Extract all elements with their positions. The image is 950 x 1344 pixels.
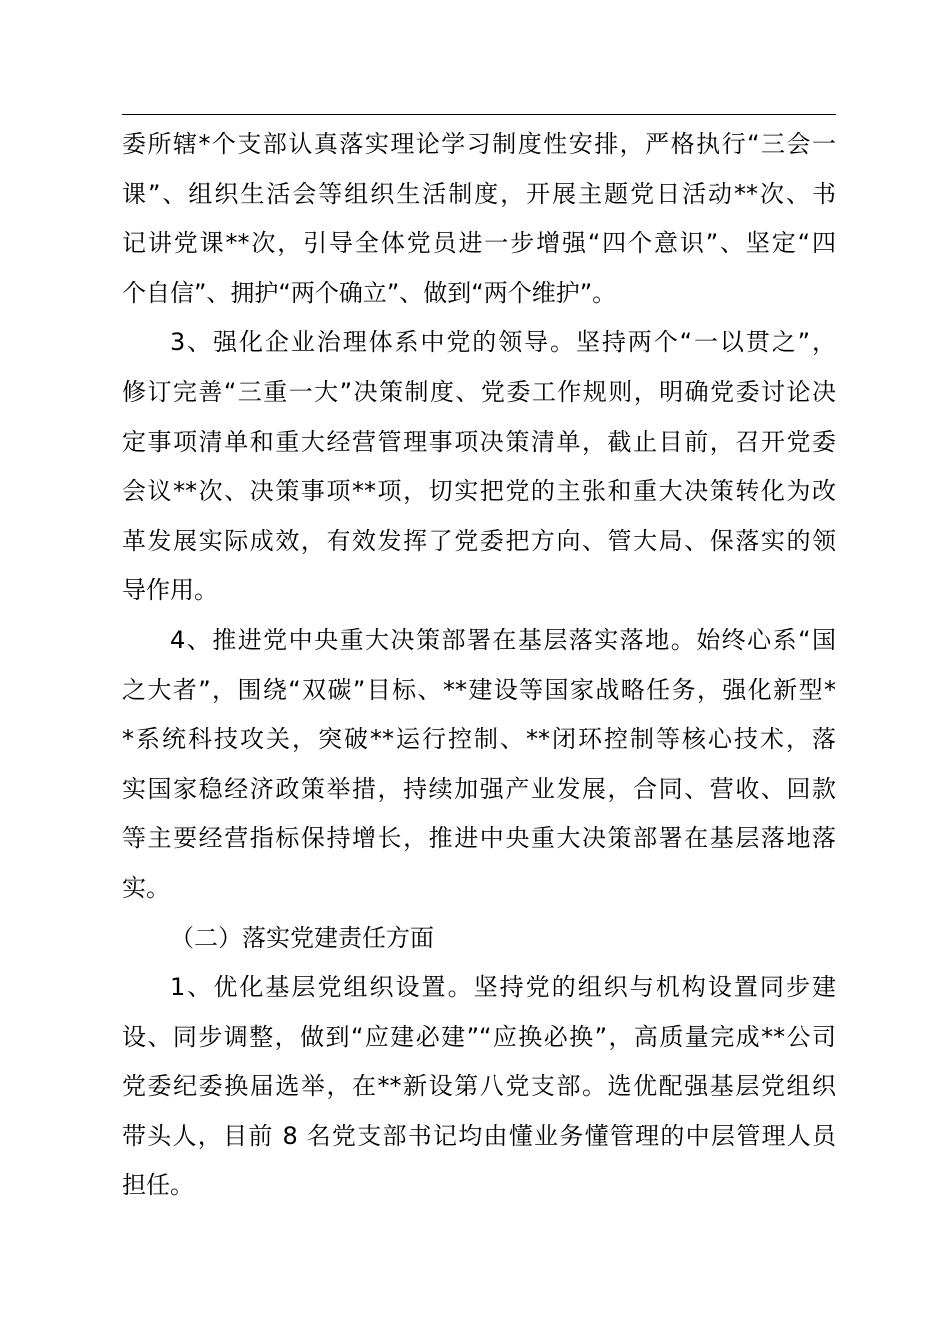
text-line: 党委纪委换届选举，在**新设第八党支部。选优配强基层党组织 <box>122 1072 836 1101</box>
text-line: 设、同步调整，做到“应建必建”“应换必换”，高质量完成**公司 <box>122 1022 836 1051</box>
text-line: 定事项清单和重大经营管理事项决策清单，截止目前，召开党委 <box>122 427 836 456</box>
body-text <box>122 120 836 1211</box>
text-line: 1、优化基层党组织设置。坚持党的组织与机构设置同步建 <box>170 973 836 1002</box>
header-rule <box>122 114 836 115</box>
text-line: 实。 <box>122 873 170 902</box>
text-line: 3、强化企业治理体系中党的领导。坚持两个“一以贯之”， <box>170 328 836 357</box>
text-line: 委所辖*个支部认真落实理论学习制度性安排，严格执行“三会一 <box>122 130 836 158</box>
text-line: 会议**次、决策事项**项，切实把党的主张和重大决策转化为改 <box>122 477 836 506</box>
text-line: 4、推进党中央重大决策部署在基层落实落地。始终心系“国 <box>170 625 836 654</box>
text-line: *系统科技攻关，突破**运行控制、**闭环控制等核心技术，落 <box>122 725 836 754</box>
text-line: 课”、组织生活会等组织生活制度，开展主题党日活动**次、书 <box>122 179 836 208</box>
text-line: 修订完善“三重一大”决策制度、党委工作规则，明确党委讨论决 <box>122 377 836 406</box>
text-line: 实国家稳经济政策举措，持续加强产业发展，合同、营收、回款 <box>122 774 836 803</box>
text-line: 导作用。 <box>122 576 218 605</box>
text-line: 之大者”，围绕“双碳”目标、**建设等国家战略任务，强化新型* <box>122 675 836 704</box>
text-line: 个自信”、拥护“两个确立”、做到“两个维护”。 <box>122 278 617 307</box>
text-line: 等主要经营指标保持增长，推进中央重大决策部署在基层落地落 <box>122 824 836 853</box>
text-line: 带头人，目前 8 名党支部书记均由懂业务懂管理的中层管理人员 <box>122 1121 836 1150</box>
text-line: 记讲党课**次，引导全体党员进一步增强“四个意识”、坚定“四 <box>122 229 836 258</box>
text-line: （二）落实党建责任方面 <box>170 923 434 952</box>
text-line: 担任。 <box>122 1171 194 1200</box>
text-line: 革发展实际成效，有效发挥了党委把方向、管大局、保落实的领 <box>122 526 836 555</box>
